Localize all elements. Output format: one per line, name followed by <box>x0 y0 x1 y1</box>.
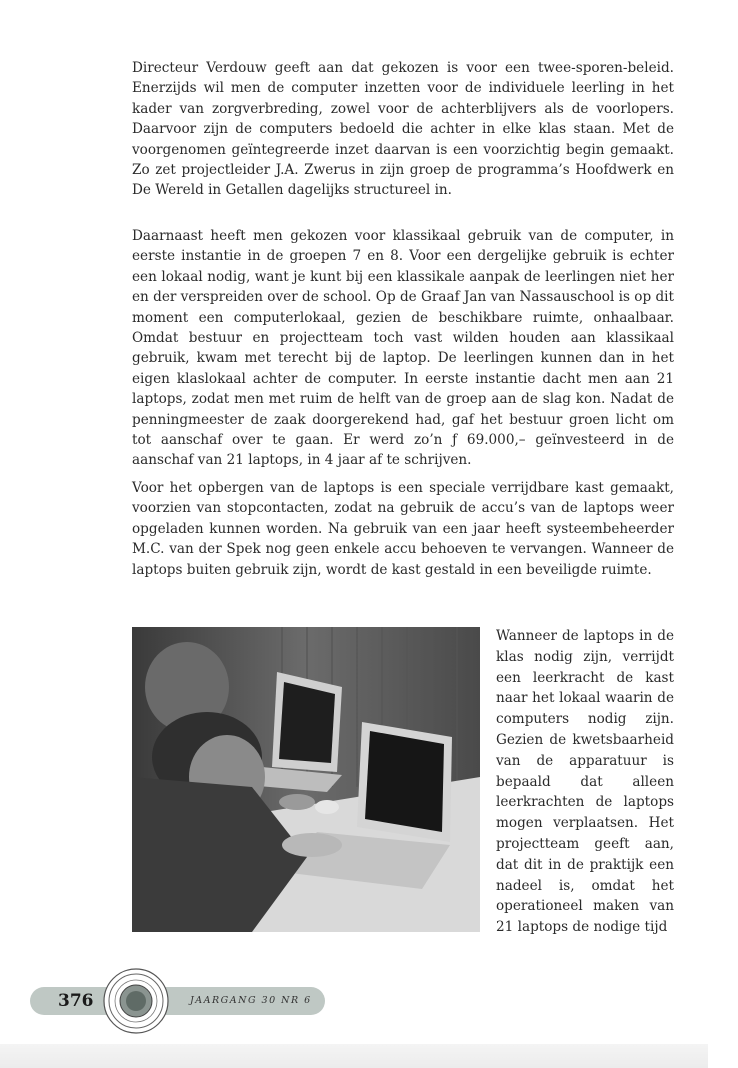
page-number: 376 <box>58 991 94 1011</box>
scan-edge <box>0 1044 708 1068</box>
classroom-laptop-photo <box>132 627 480 932</box>
paragraph-1: Directeur Verdouw geeft aan dat gekozen is voor een twee-sporen-beleid. Enerzijds wil men de computer inzetten voor de individuele leerling in het kader van zorgverbreding, zowel voor de achterblijvers als de voorlopers. Daarvoor zijn de computers bedoeld die achter in elke klas staan. Met de voorgenomen geïntegreerde inzet daarvan is een voorzichtig begin gemaakt. Zo zet projectleider J.A. Zwerus in zijn groep de programma’s Hoofdwerk en De Wereld in Getallen dagelijks structureel in. <box>132 60 674 199</box>
paragraph-2: Daarnaast heeft men gekozen voor klassikaal gebruik van de computer, in eerste instantie in de groepen 7 en 8. Voor een dergelijke gebruik is echter een lokaal nodig, want je kunt bij een klassikale aanpak de leerlingen niet her en der verspreiden over de school. Op de Graaf Jan van Nassauschool is op dit moment een computerlokaal, gezien de beschikbare ruimte, onhaalbaar. Omdat bestuur en projectteam toch vast wilden houden aan klassikaal gebruik, kwam met terecht bij de laptop. De leerlingen kunnen dan in het eigen klaslokaal achter de computer. In eerste instantie dacht men aan 21 laptops, zodat men met ruim de helft van de groep aan de slag kon. Nadat de penningmeester de zaak doorgerekend had, gaf het bestuur groen licht om tot aanschaf over te gaan. Er werd zo’n ƒ 69.000,– geïnvesteerd in de aanschaf van 21 laptops, in 4 jaar af te schrijven. <box>132 228 674 469</box>
journal-issue: JAARGANG 30 NR 6 <box>190 995 312 1006</box>
paragraph-3: Voor het opbergen van de laptops is een speciale verrijdbare kast gemaakt, voorzien van stopcontacten, zodat na gebruik de accu’s van de laptops weer opgeladen kunnen worden. Na gebruik van een jaar heeft systeembeheerder M.C. van der Spek nog geen enkele accu behoeven te vervangen. Wanneer de laptops buiten gebruik zijn, wordt de kast gestald in een beveiligde ruimte. <box>132 480 674 578</box>
side-paragraph: Wanneer de laptops in de klas nodig zijn, verrijdt een leerkracht de kast naar het lokaal waarin de computers nodig zijn. Gezien de kwetsbaarheid van de apparatuur is bepaald dat alleen leerkrachten de laptops mogen verplaatsen. Het projectteam geeft aan, dat dit in de praktijk een nadeel is, omdat het operationeel maken van 21 laptops de nodige tijd <box>496 628 674 936</box>
journal-emblem-icon <box>102 967 170 1035</box>
page-footer <box>30 967 335 1037</box>
